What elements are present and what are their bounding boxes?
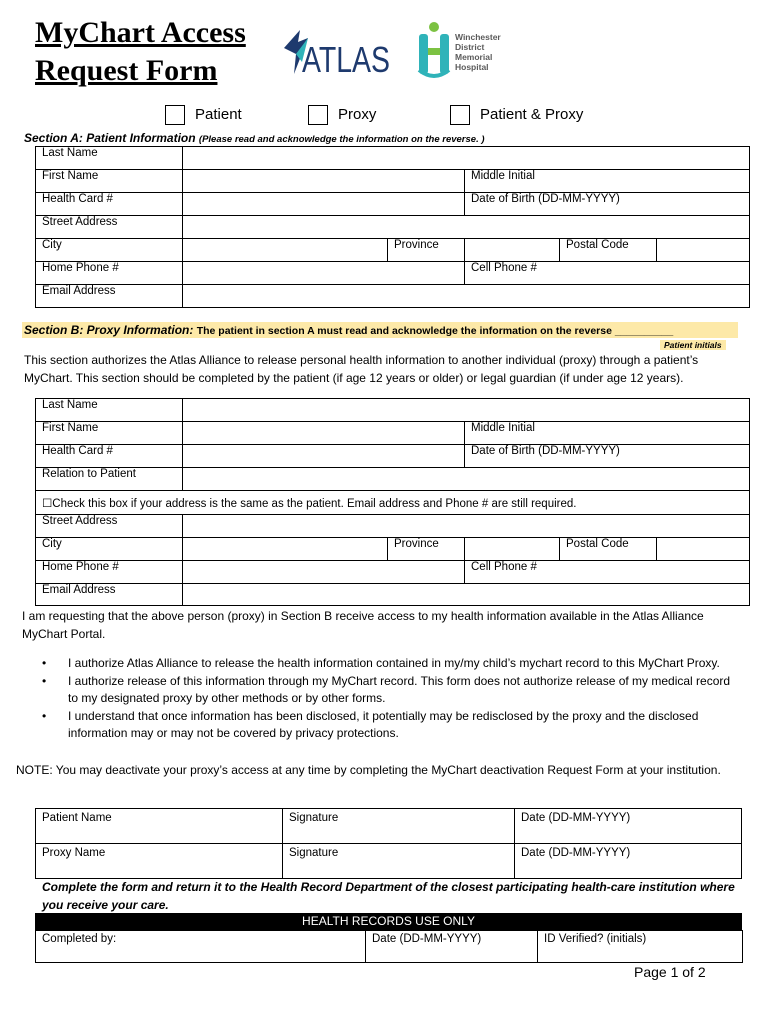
wdmh-logo-icon [416,20,452,83]
label-first-name: First Name [36,170,183,193]
label-dob[interactable]: Date of Birth (DD-MM-YYYY) [465,193,750,216]
input-proxy-province[interactable] [465,538,560,561]
section-b-heading: Section B: Proxy Information: The patient in section A must read and acknowledge the information on the reverse __________ [24,323,674,337]
label-proxy-health-card: Health Card # [36,445,183,468]
label-proxy-street: Street Address [36,515,183,538]
input-relation[interactable] [183,468,750,491]
page-number: Page 1 of 2 [634,964,706,980]
label-email: Email Address [36,285,183,308]
label-hr-date[interactable]: Date (DD-MM-YYYY) [366,931,538,963]
checkbox-box[interactable] [450,105,470,125]
checkbox-box[interactable] [308,105,328,125]
health-records-heading: HEALTH RECORDS USE ONLY [35,913,742,930]
input-proxy-health-card[interactable] [183,445,465,468]
label-middle-initial[interactable]: Middle Initial [465,170,750,193]
label-home-phone: Home Phone # [36,262,183,285]
input-email[interactable] [183,285,750,308]
form-title-line2: Request Form [35,54,218,87]
input-street-address[interactable] [183,216,750,239]
input-proxy-last-name[interactable] [183,399,750,422]
label-proxy-first-name: First Name [36,422,183,445]
wdmh-logo-text: Winchester District Memorial Hospital [455,32,501,72]
signature-table [35,808,742,879]
label-proxy-signature[interactable]: Signature [283,844,515,879]
label-patient-name[interactable]: Patient Name [36,809,283,844]
checkbox-patient[interactable]: Patient [165,105,242,125]
list-item: • I understand that once information has been disclosed, it potentially may be redisclosed by the proxy and the disclosed information may or may not be covered by privacy protections. [40,708,740,743]
label-health-card: Health Card # [36,193,183,216]
label-proxy-name[interactable]: Proxy Name [36,844,283,879]
label-proxy-date[interactable]: Date (DD-MM-YYYY) [515,844,742,879]
label-cell-phone[interactable]: Cell Phone # [465,262,750,285]
label-last-name: Last Name [36,147,183,170]
label-province: Province [388,239,465,262]
label-relation: Relation to Patient [36,468,183,491]
label-proxy-cell-phone[interactable]: Cell Phone # [465,561,750,584]
label-patient-signature[interactable]: Signature [283,809,515,844]
atlas-logo-text: ATLAS [302,39,390,80]
checkbox-box[interactable] [165,105,185,125]
label-proxy-home-phone: Home Phone # [36,561,183,584]
same-address-checkbox[interactable]: ☐Check this box if your address is the same as the patient. Email address and Phone # are still required. [36,491,750,515]
form-title [35,14,246,90]
section-b-table [35,398,750,606]
input-proxy-first-name[interactable] [183,422,465,445]
label-city: City [36,239,183,262]
input-proxy-email[interactable] [183,584,750,606]
input-city[interactable] [183,239,388,262]
section-a-heading: Section A: Patient Information (Please read and acknowledge the information on the reverse. ) [24,131,485,145]
input-proxy-street[interactable] [183,515,750,538]
input-proxy-city[interactable] [183,538,388,561]
label-patient-date[interactable]: Date (DD-MM-YYYY) [515,809,742,844]
patient-initials-label: Patient initials [660,340,726,350]
checkbox-proxy[interactable]: Proxy [308,105,376,125]
input-proxy-home-phone[interactable] [183,561,465,584]
label-proxy-email: Email Address [36,584,183,606]
list-item: • I authorize Atlas Alliance to release the health information contained in my/my child’s mychart record to this MyChart Proxy. [40,655,740,673]
request-statement: I am requesting that the above person (proxy) in Section B receive access to my health information available in the Atlas Alliance MyChart Portal. [22,609,704,641]
label-proxy-province: Province [388,538,465,561]
section-a-table [35,146,750,308]
input-health-card[interactable] [183,193,465,216]
input-proxy-postal[interactable] [657,538,750,561]
label-id-verified[interactable]: ID Verified? (initials) [538,931,743,963]
deactivate-note: NOTE: You may deactivate your proxy’s access at any time by completing the MyChart deactivation Request Form at your institution. [16,763,721,777]
health-records-table [35,930,743,963]
label-street-address: Street Address [36,216,183,239]
checkbox-patient-and-proxy[interactable]: Patient & Proxy [450,105,583,125]
authorization-list [40,655,740,743]
label-postal-code: Postal Code [560,239,657,262]
label-proxy-city: City [36,538,183,561]
input-home-phone[interactable] [183,262,465,285]
input-last-name[interactable] [183,147,750,170]
input-first-name[interactable] [183,170,465,193]
label-proxy-postal: Postal Code [560,538,657,561]
label-completed-by[interactable]: Completed by: [36,931,366,963]
atlas-logo [282,28,392,83]
section-b-intro: This section authorizes the Atlas Alliance to release personal health information to another individual (proxy) through a patient’s MyChart. This section should be completed by the patient (if age 12 years or older) or legal guardian (if under age 12 years). [24,353,699,385]
complete-instructions: Complete the form and return it to the Health Record Department of the closest participating health-care institution where you receive your care. [42,880,735,912]
form-title-line1: MyChart Access [35,16,246,49]
label-proxy-last-name: Last Name [36,399,183,422]
label-proxy-middle-initial[interactable]: Middle Initial [465,422,750,445]
input-province[interactable] [465,239,560,262]
label-proxy-dob[interactable]: Date of Birth (DD-MM-YYYY) [465,445,750,468]
list-item: • I authorize release of this information through my MyChart record. This form does not authorize release of my medical record to my designated proxy by other methods or by other forms. [40,673,740,708]
input-postal-code[interactable] [657,239,750,262]
